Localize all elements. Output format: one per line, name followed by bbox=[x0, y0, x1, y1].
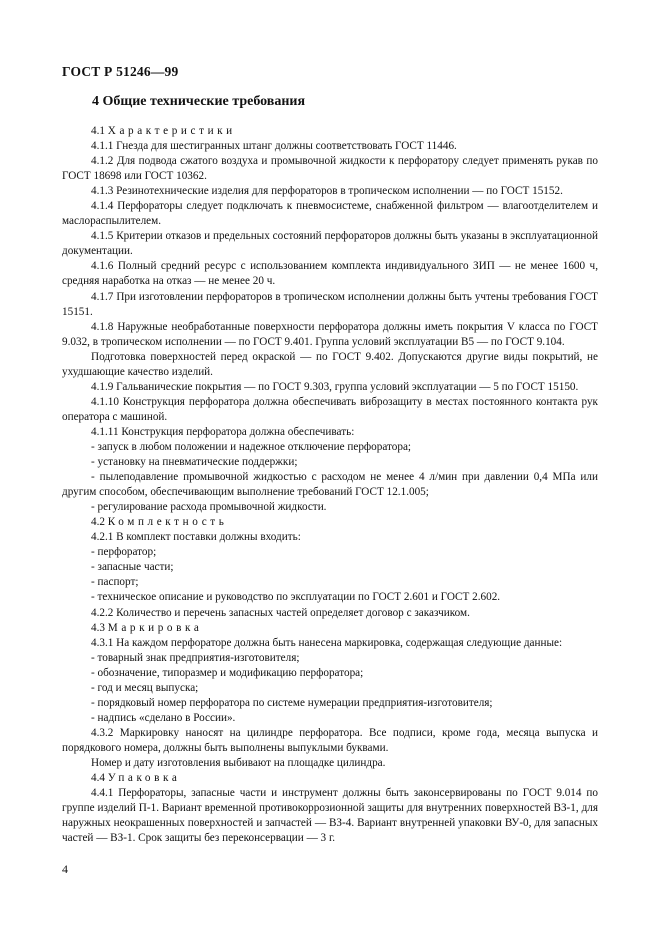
paragraph: 4.2.2 Количество и перечень запасных частей определяет договор с заказчиком. bbox=[91, 606, 470, 619]
list-item: - надпись «сделано в России». bbox=[91, 711, 236, 724]
list-item: - регулирование расхода промывочной жидкости. bbox=[91, 501, 327, 514]
list-item: - обозначение, типоразмер и модификацию перфоратора; bbox=[91, 666, 364, 679]
paragraph: 4.1.8 Наружные необработанные поверхности перфоратора должны иметь покрытия V класса по ГОСТ 9.032, в тропическом исполнении — по ГОСТ 9.401. Группа условий эксплуатации В5 — по ГОСТ 9.104. bbox=[62, 320, 598, 348]
paragraph: 4.1.5 Критерии отказов и предельных состояний перфораторов должны быть указаны в эксплуатационной документации. bbox=[62, 230, 598, 258]
paragraph: 4.1.11 Конструкция перфоратора должна обеспечивать: bbox=[91, 425, 355, 438]
paragraph: 4.1.1 Гнезда для шестигранных штанг должны соответствовать ГОСТ 11446. bbox=[91, 140, 457, 153]
paragraph: 4.1.10 Конструкция перфоратора должна обеспечивать виброзащиту в местах постоянного контакта рук оператора с машиной. bbox=[62, 395, 598, 423]
paragraph: 4.1.7 При изготовлении перфораторов в тропическом исполнении должны быть учтены требования ГОСТ 15151. bbox=[62, 290, 598, 318]
section-title: 4 Общие технические требования bbox=[92, 94, 306, 109]
paragraph: 4.3.2 Маркировку наносят на цилиндре перфоратора. Все подписи, кроме года, месяца выпуска и порядкового номера, должны быть выполнены выпуклыми буквами. bbox=[62, 726, 598, 754]
subsection-heading bbox=[62, 124, 598, 139]
list-item: - запуск в любом положении и надежное отключение перфоратора; bbox=[91, 440, 412, 453]
paragraph: 4.4.1 Перфораторы, запасные части и инструмент должны быть законсервированы по ГОСТ 9.014 по группе изделий П-1. Вариант временной противокоррозионной защиты для внутренних поверхностей ВЗ-1, для наружных неокрашенных поверхностей и запчастей — ВЗ-4. Вариант внутренней упаковки ВУ-0, для запасных частей — ВЗ-1. Срок защиты без переконсервации — 3 г. bbox=[62, 787, 598, 845]
list-item: - техническое описание и руководство по эксплуатации по ГОСТ 2.601 и ГОСТ 2.602. bbox=[91, 591, 501, 604]
list-item: - перфоратор; bbox=[91, 546, 157, 559]
list-item: - порядковый номер перфоратора по системе нумерации предприятия-изготовителя; bbox=[91, 696, 493, 709]
subsection-title: Комплектность bbox=[107, 516, 228, 529]
paragraph: 4.3.1 На каждом перфораторе должна быть нанесена маркировка, содержащая следующие данные: bbox=[91, 636, 563, 649]
subsection-title: Характеристики bbox=[107, 125, 236, 137]
subsection-title: Маркировка bbox=[107, 621, 203, 634]
subsection-heading bbox=[62, 515, 598, 530]
list-item: - установку на пневматические поддержки; bbox=[91, 456, 298, 469]
list-item: - запасные части; bbox=[91, 561, 174, 574]
list-item: - паспорт; bbox=[91, 576, 139, 589]
list-item: - пылеподавление промывочной жидкостью с расходом не менее 4 л/мин при давлении 0,4 МПа или другим способом, обеспечивающим выполнение требований ГОСТ 12.1.005; bbox=[62, 471, 598, 499]
subsection-number: 4.4 bbox=[91, 772, 108, 785]
subsection-number: 4.1 bbox=[91, 125, 108, 137]
page-number: 4 bbox=[62, 862, 68, 876]
paragraph: 4.1.9 Гальванические покрытия — по ГОСТ 9.303, группа условий эксплуатации — 5 по ГОСТ 15150. bbox=[91, 380, 579, 393]
subsection-heading bbox=[62, 621, 598, 636]
document-body bbox=[62, 124, 598, 846]
document-header: ГОСТ Р 51246—99 bbox=[62, 64, 179, 79]
paragraph: 4.1.4 Перфораторы следует подключать к пневмосистеме, снабженной фильтром — влагоотделителем и маслораспылителем. bbox=[62, 200, 598, 228]
paragraph: 4.2.1 В комплект поставки должны входить: bbox=[91, 531, 301, 544]
subsection-number: 4.2 bbox=[91, 516, 108, 529]
subsection-number: 4.3 bbox=[91, 621, 108, 634]
paragraph: Номер и дату изготовления выбивают на площадке цилиндра. bbox=[91, 756, 386, 769]
subsection-heading bbox=[62, 771, 598, 786]
paragraph: 4.1.3 Резинотехнические изделия для перфораторов в тропическом исполнении — по ГОСТ 15152. bbox=[91, 185, 563, 198]
list-item: - год и месяц выпуска; bbox=[91, 681, 199, 694]
list-item: - товарный знак предприятия-изготовителя; bbox=[91, 651, 300, 664]
paragraph: 4.1.6 Полный средний ресурс с использованием комплекта индивидуального ЗИП — не менее 1600 ч, средняя наработка на отказ — не менее 20 ч. bbox=[62, 260, 598, 288]
paragraph: 4.1.2 Для подвода сжатого воздуха и промывочной жидкости к перфоратору следует применять рукав по ГОСТ 18698 или ГОСТ 10362. bbox=[62, 155, 598, 183]
subsection-title: Упаковка bbox=[107, 772, 181, 785]
paragraph: Подготовка поверхностей перед окраской — по ГОСТ 9.402. Допускаются другие виды покрытий, не ухудшающие качество изделий. bbox=[62, 350, 598, 378]
